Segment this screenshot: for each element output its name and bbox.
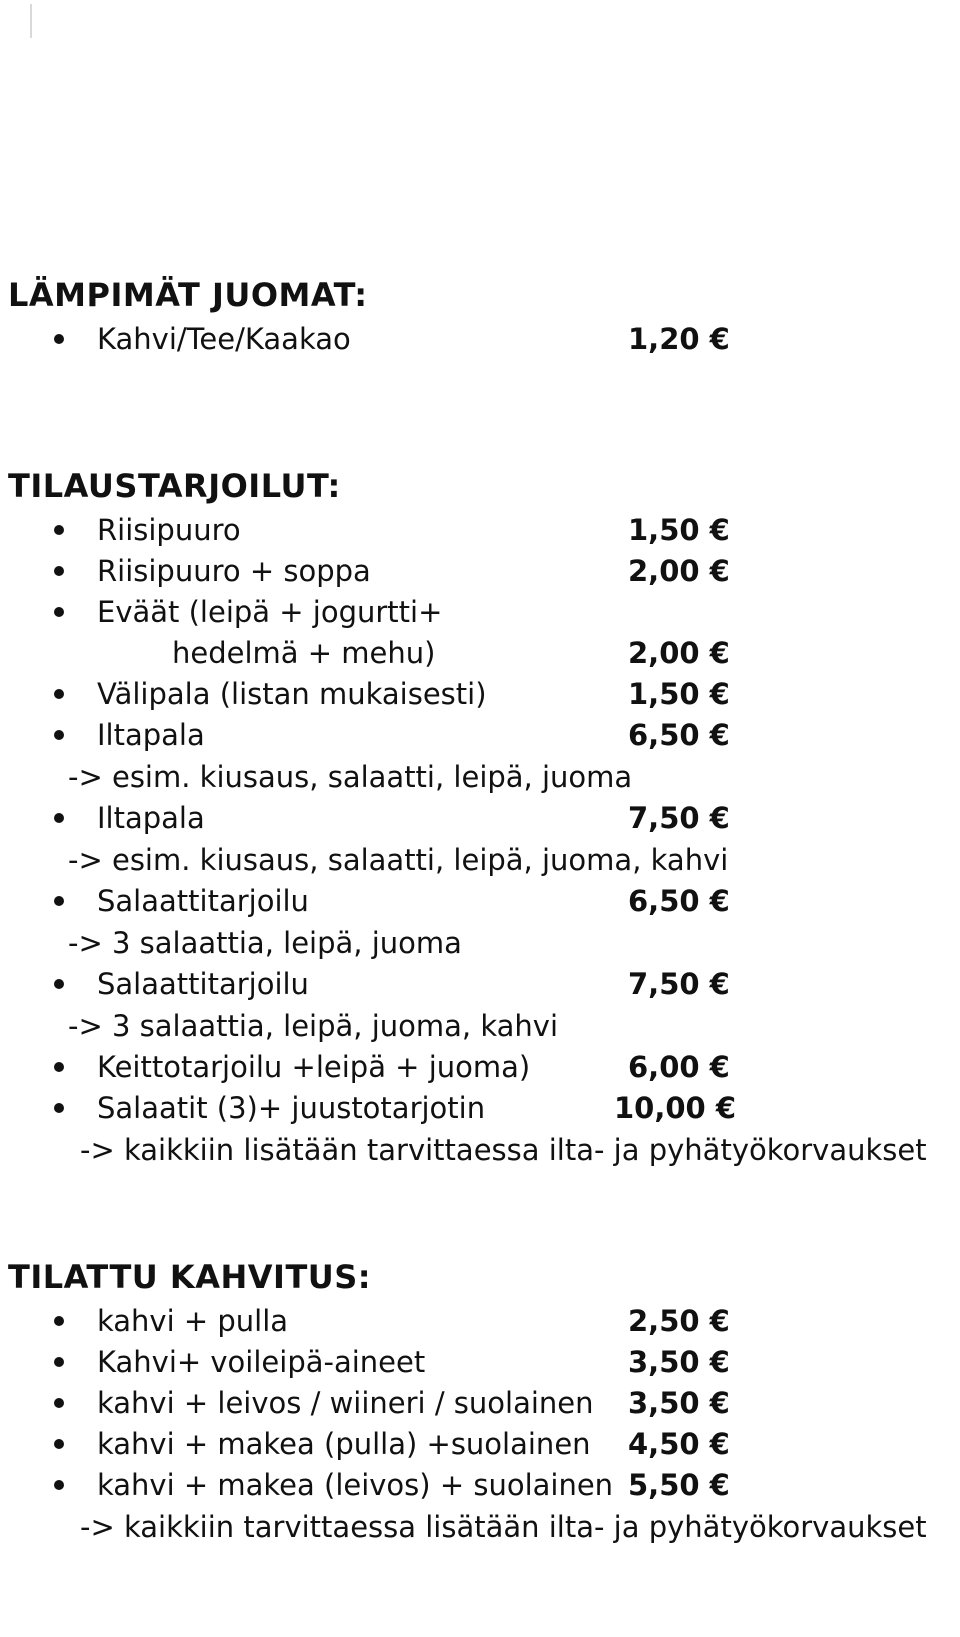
- menu-item: [0, 1468, 960, 1508]
- item-price: 2,00 €: [628, 554, 730, 588]
- menu-item: [0, 322, 960, 362]
- menu-item: [0, 967, 960, 1007]
- item-price: 3,50 €: [628, 1386, 730, 1420]
- scan-mark: [30, 4, 32, 38]
- item-label: Salaattitarjoilu: [97, 884, 309, 918]
- item-label: kahvi + leivos / wiineri / suolainen: [97, 1386, 594, 1420]
- bullet-icon: [54, 525, 64, 535]
- bullet-icon: [54, 979, 64, 989]
- bullet-icon: [54, 334, 64, 344]
- item-label: kahvi + makea (leivos) + suolainen: [97, 1468, 614, 1502]
- section-footnote: -> kaikkiin tarvittaessa lisätään ilta- ja pyhätyökorvaukset: [80, 1510, 927, 1544]
- item-label: Eväät (leipä + jogurtti+: [97, 595, 443, 629]
- menu-item: [0, 677, 960, 717]
- item-label: Kahvi+ voileipä-aineet: [97, 1345, 426, 1379]
- item-label: kahvi + makea (pulla) +suolainen: [97, 1427, 591, 1461]
- item-price: 10,00 €: [614, 1091, 737, 1125]
- menu-item: [0, 718, 960, 758]
- bullet-icon: [54, 1398, 64, 1408]
- item-label: Riisipuuro: [97, 513, 241, 547]
- menu-item: [0, 801, 960, 841]
- menu-item: [0, 1050, 960, 1090]
- menu-item: [0, 1345, 960, 1385]
- item-price: 7,50 €: [628, 967, 730, 1001]
- item-price: 6,50 €: [628, 718, 730, 752]
- item-price: 6,00 €: [628, 1050, 730, 1084]
- item-note: -> 3 salaattia, leipä, juoma: [68, 926, 462, 960]
- item-note: -> esim. kiusaus, salaatti, leipä, juoma: [68, 760, 633, 794]
- bullet-icon: [54, 1062, 64, 1072]
- bullet-icon: [54, 566, 64, 576]
- item-note: -> 3 salaattia, leipä, juoma, kahvi: [68, 1009, 558, 1043]
- menu-item-continued: [0, 636, 960, 676]
- menu-item: [0, 554, 960, 594]
- item-price: 2,00 €: [628, 636, 730, 670]
- item-price: 1,50 €: [628, 513, 730, 547]
- item-label-continued: hedelmä + mehu): [172, 636, 436, 670]
- menu-item: [0, 1304, 960, 1344]
- section-heading-hot-drinks: LÄMPIMÄT JUOMAT:: [8, 276, 368, 314]
- item-label: Salaattitarjoilu: [97, 967, 309, 1001]
- bullet-icon: [54, 1480, 64, 1490]
- item-price: 6,50 €: [628, 884, 730, 918]
- bullet-icon: [54, 813, 64, 823]
- item-label: Riisipuuro + soppa: [97, 554, 371, 588]
- item-label: Salaatit (3)+ juustotarjotin: [97, 1091, 486, 1125]
- bullet-icon: [54, 607, 64, 617]
- section-heading-ordered-servings: TILAUSTARJOILUT:: [8, 467, 341, 505]
- item-label: Keittotarjoilu +leipä + juoma): [97, 1050, 531, 1084]
- menu-item: [0, 884, 960, 924]
- menu-item: [0, 1091, 960, 1131]
- menu-item: [0, 513, 960, 553]
- item-price: 4,50 €: [628, 1427, 730, 1461]
- bullet-icon: [54, 896, 64, 906]
- section-footnote: -> kaikkiin lisätään tarvittaessa ilta- ja pyhätyökorvaukset: [80, 1133, 927, 1167]
- menu-item: [0, 1427, 960, 1467]
- bullet-icon: [54, 1316, 64, 1326]
- menu-item: [0, 1386, 960, 1426]
- item-price: 5,50 €: [628, 1468, 730, 1502]
- bullet-icon: [54, 1103, 64, 1113]
- bullet-icon: [54, 1357, 64, 1367]
- item-price: 1,50 €: [628, 677, 730, 711]
- bullet-icon: [54, 1439, 64, 1449]
- item-label: Iltapala: [97, 718, 205, 752]
- item-label: Välipala (listan mukaisesti): [97, 677, 487, 711]
- item-label: Iltapala: [97, 801, 205, 835]
- item-note: -> esim. kiusaus, salaatti, leipä, juoma, kahvi: [68, 843, 729, 877]
- item-label: kahvi + pulla: [97, 1304, 289, 1338]
- item-price: 7,50 €: [628, 801, 730, 835]
- item-price: 2,50 €: [628, 1304, 730, 1338]
- section-heading-coffee-service: TILATTU KAHVITUS:: [8, 1258, 372, 1296]
- menu-item: [0, 595, 960, 635]
- bullet-icon: [54, 730, 64, 740]
- item-price: 1,20 €: [628, 322, 730, 356]
- item-label: Kahvi/Tee/Kaakao: [97, 322, 351, 356]
- item-price: 3,50 €: [628, 1345, 730, 1379]
- bullet-icon: [54, 689, 64, 699]
